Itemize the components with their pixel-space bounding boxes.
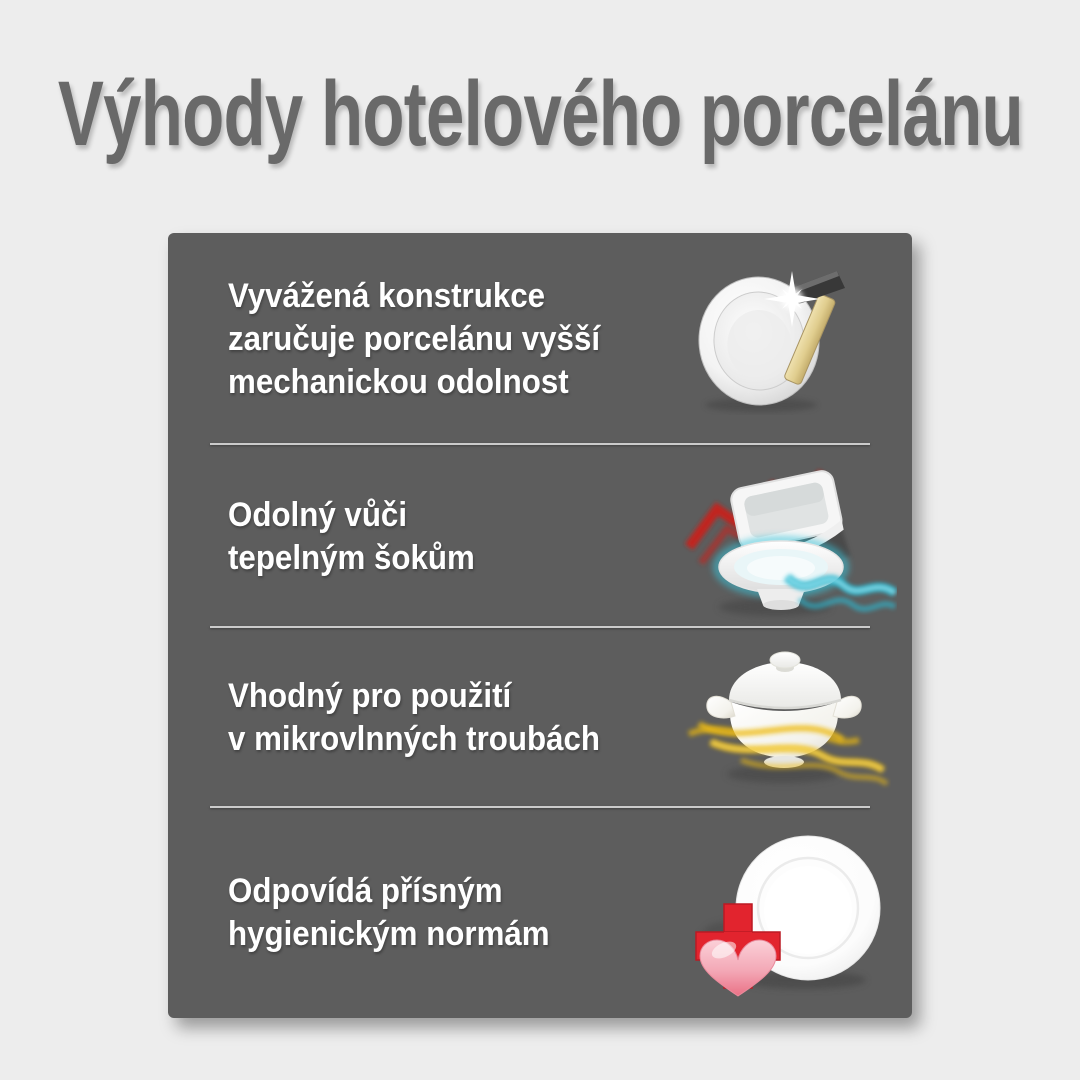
advantage-row-thermal-shock <box>168 445 912 628</box>
hygiene-plate-icon <box>672 828 900 998</box>
page-header <box>0 62 1080 167</box>
text-line: Vyvážená konstrukce <box>228 276 546 315</box>
plate-hammer-icon <box>672 263 900 415</box>
page-title: Výhody hotelového porcelánu <box>57 63 1023 165</box>
text-line: mechanickou odolnost <box>228 362 569 401</box>
advantage-text <box>228 675 600 761</box>
advantage-row-hygiene-standards <box>168 808 912 1018</box>
text-line: Odolný vůči <box>228 495 408 534</box>
advantage-text <box>228 275 600 404</box>
thermal-shock-dishes-icon <box>672 447 900 627</box>
text-line: Vhodný pro použití <box>228 677 512 715</box>
advantage-text <box>228 870 550 956</box>
microwave-tureen-icon <box>672 638 900 798</box>
text-line: hygienickým normám <box>228 915 550 953</box>
text-line: Odpovídá přísným <box>228 872 503 910</box>
advantage-row-mechanical-durability <box>168 233 912 445</box>
advantage-row-microwave-safe <box>168 628 912 808</box>
text-line: zaručuje porcelánu vyšší <box>228 319 601 358</box>
advantages-card <box>168 233 912 1018</box>
text-line: tepelným šokům <box>228 538 475 577</box>
text-line: v mikrovlnných troubách <box>228 720 600 758</box>
advantage-text <box>228 494 475 580</box>
